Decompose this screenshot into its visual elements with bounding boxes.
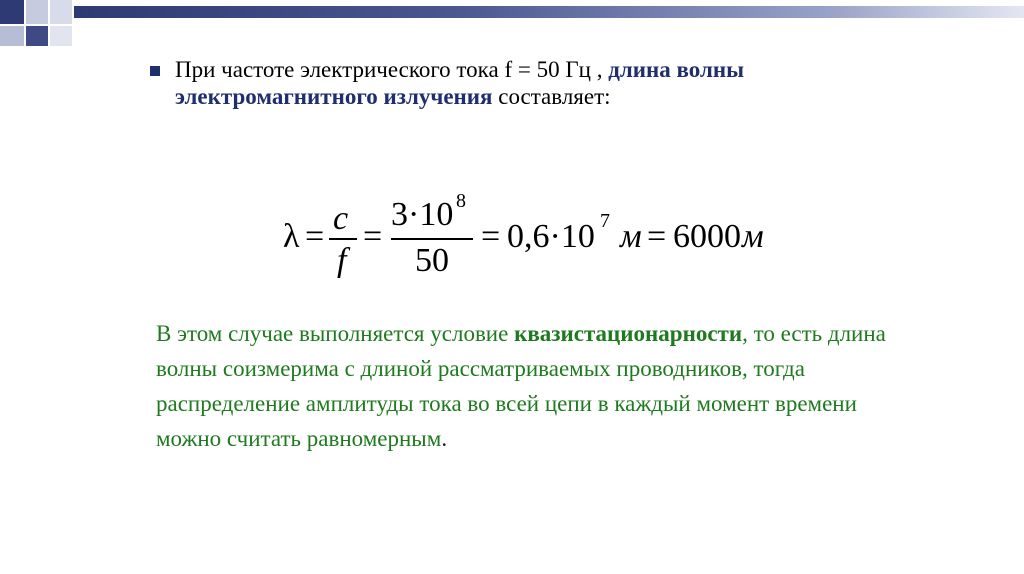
formula-denominator: 50 (415, 242, 449, 279)
formula-lambda: λ (283, 218, 300, 255)
formula-numerator: 3·10 (391, 196, 454, 233)
deco-square (50, 0, 72, 24)
wavelength-formula (283, 192, 803, 292)
formula-equals: = (363, 218, 383, 255)
formula-equals: = (647, 218, 667, 255)
formula-unit-1: м (620, 218, 642, 255)
formula-numerator-exp: 8 (456, 190, 466, 212)
formula-equals: = (481, 218, 501, 255)
formula-f: f (337, 242, 347, 279)
formula-result-1-exp: 7 (600, 210, 610, 232)
header-decoration (0, 0, 1024, 48)
fraction-bar (391, 238, 473, 240)
quasistationary-paragraph (156, 316, 896, 456)
bullet-end: составляет: (492, 84, 611, 109)
bullet-square-icon (150, 66, 160, 76)
formula-result-1: 0,6·10 (507, 218, 595, 255)
deco-square (26, 26, 48, 46)
deco-square (0, 26, 24, 46)
deco-square (50, 26, 72, 46)
deco-square (26, 0, 48, 24)
formula-equals: = (305, 218, 325, 255)
paragraph-end: . (441, 426, 448, 451)
formula-c: c (333, 200, 349, 237)
paragraph-part1: В этом случае выполняется условие (156, 321, 515, 346)
deco-square (0, 0, 24, 24)
fraction-bar (329, 238, 357, 240)
formula-result-2: 6000 (673, 218, 741, 255)
formula-unit-2: м (742, 218, 764, 255)
bullet-highlight: длина волны электромагнитного излучения (175, 57, 745, 109)
paragraph-bold-term: квазистационарности (514, 321, 743, 346)
bullet-text (175, 56, 895, 110)
bullet-plain: При частоте электрического тока f = 50 Гц , (175, 57, 609, 82)
header-bar (74, 6, 1024, 18)
paragraph-part2: , то есть длина волны соизмерима с длиной рассматриваемых проводников, тогда распределение амплитуды тока во всей цепи в каждый момент времени можно считать равномерным (156, 321, 886, 451)
